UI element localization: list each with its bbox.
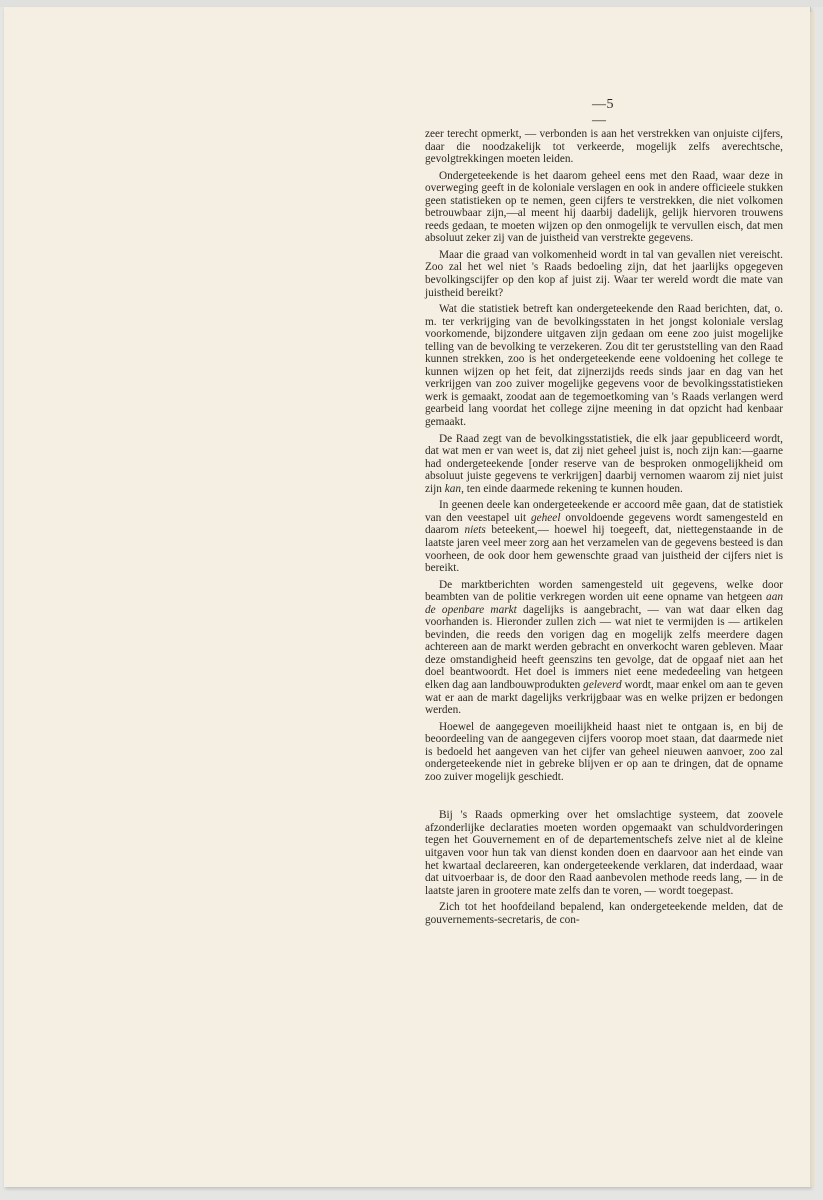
paragraph-4: Wat die statistiek betreft kan ondergeteekende den Raad berichten, dat, o. m. ter verkrijging van de bevolkingsstaten in het jongst koloniale verslag voorkomende, bijzondere uitgaven zijn gedaan om eene zoo juist mogelijke telling van de bevolking te verzekeren. Zou dit ter geruststelling van den Raad kunnen strekken, zoo is het ondergeteekende eene voldoening het college te kunnen wijzen op het feit, dat zijnerzijds reeds sinds jaar en dag van het verkrijgen van zoo zuiver mogelijke gegevens voor de bevolkingsstatistieken werk is gemaakt, zoodat aan de tegemoetkoming van 's Raads verlangen werd gearbeid lang voordat het college zijne meening in dat opzicht had kenbaar gemaakt. xyxy=(425,303,783,429)
paragraph-6-emphasis-2: niets xyxy=(464,524,486,537)
page-edge-shadow xyxy=(810,12,816,1187)
body-text-column xyxy=(425,128,783,930)
paragraph-5-text-b: , ten einde daarmede rekening te kunnen houden. xyxy=(461,482,683,495)
paragraph-5-text-a: De Raad zegt van de bevolkingsstatistiek, die elk jaar gepubliceerd wordt, dat wat men er van weet is, dat zij niet geheel juist is, noch zijn kan:—gaarne had ondergeteekende [onder reserve van de besproken onmogelijkheid om absoluut juiste gegevens te verkrijgen] daarbij vernomen waarom zij niet juist zijn xyxy=(425,432,783,495)
paragraph-8: Hoewel de aangegeven moeilijkheid haast niet te ontgaan is, en bij de beoordeeling van de aangegeven cijfers voorop moet staan, dat daarmede niet is bedoeld het aangeven van het cijfer van geheel nieuwen aanvoer, zoo zal ondergeteekende niet in gebreke blijven er op aan te dringen, dat de opname zoo zuiver mogelijk geschiedt. xyxy=(425,720,783,783)
paragraph-7-emphasis-2: geleverd xyxy=(583,678,622,691)
paragraph-5-emphasis: kan xyxy=(444,482,462,495)
paragraph-7-text-c: wordt, maar enkel om aan te geven wat er aan de markt dagelijks verkrijgbaar was en welke prijzen er bedongen werden. xyxy=(425,678,783,717)
paragraph-7-emphasis-1: aan de openbare markt xyxy=(425,591,783,616)
paragraph-6-text-c: beteekent,— hoewel hij toegeeft, dat, niettegenstaande in de laatste jaren veel meer zorg aan het verzamelen van de gegevens besteed is dan voorheen, de ook door hem gewenschte graad van juistheid der cijfers niet is bereikt. xyxy=(425,524,783,575)
paragraph-7 xyxy=(425,579,783,717)
page-number: —5— xyxy=(592,97,614,128)
paragraph-5 xyxy=(425,433,783,496)
paragraph-3: Maar die graad van volkomenheid wordt in tal van gevallen niet vereischt. Zoo zal het wel niet 's Raads bedoeling zijn, dat het jaarlijks opgegeven bevolkingscijfer op den kop af juist zij. Waar ter wereld wordt die mate van juistheid bereikt? xyxy=(425,248,783,299)
paragraph-7-text-a: De marktberichten worden samengesteld uit gegevens, welke door beambten van de politie verkregen worden uit eene opname van hetgeen xyxy=(425,578,783,604)
paragraph-10: Zich tot het hoofdeiland bepalend, kan ondergeteekende melden, dat de gouvernements-secretaris, de con- xyxy=(425,901,783,926)
paragraph-6-text-a: In geenen deele kan ondergeteekende er accoord mêe gaan, dat de statistiek van den veestapel uit xyxy=(425,499,783,524)
paragraph-6-emphasis-1: geheel xyxy=(530,511,561,524)
paragraph-6-text-b: onvoldoende gegevens wordt samengesteld en daarom xyxy=(425,511,783,537)
paragraph-6 xyxy=(425,499,783,574)
paragraph-9: Bij 's Raads opmerking over het omslachtige systeem, dat zoovele afzonderlijke declaraties moeten worden opgemaakt van schuldvorderingen tegen het Gouvernement en of de departementschefs zelve niet al de kleine uitgaven voor hun tak van dienst konden doen en daarvoor aan het einde van het kwartaal declareeren, kan ondergeteekende verklaren, dat inderdaad, waar dat uitvoerbaar is, de door den Raad aanbevolen methode reeds lang, — in de laatste jaren in grootere mate zelfs dan te voren, — wordt toegepast. xyxy=(425,809,783,897)
scan-background-top xyxy=(0,0,823,7)
paragraph-2: Ondergeteekende is het daarom geheel eens met den Raad, waar deze in overweging geeft in de koloniale verslagen en ook in andere officieele stukken geen statistieken op te nemen, geen cijfers te verstrekken, die niet volkomen betrouwbaar zijn,—al meent hij daarbij dadelijk, gelijk hiervoren trouwens reeds gedaan, te moeten wijzen op den onmogelijk te vervullen eisch, dat men absoluut zeker zij van de juistheid van verstrekte gegevens. xyxy=(425,169,783,245)
paragraph-7-text-b: dagelijks is aangebracht, — van wat daar elken dag voorhanden is. Hieronder zullen zich — wat niet te vermijden is — artikelen bevinden, die reeds den vorigen dag en mogelijk zelfs meerdere dagen achtereen aan de markt werden gebracht en onverkocht waren gebleven. Maar deze omstandigheid heeft geenszins ten gevolge, dat de opgaaf niet aan het doel beantwoordt. Het doel is immers niet eene mededeeling van hetgeen elken dag aan landbouwprodukten xyxy=(425,603,783,691)
paragraph-1: zeer terecht opmerkt, — verbonden is aan het verstrekken van onjuiste cijfers, daar die noodzakelijk tot verkeerde, mogelijk zelfs averechtsche, gevolgtrekkingen moeten leiden. xyxy=(425,128,783,166)
